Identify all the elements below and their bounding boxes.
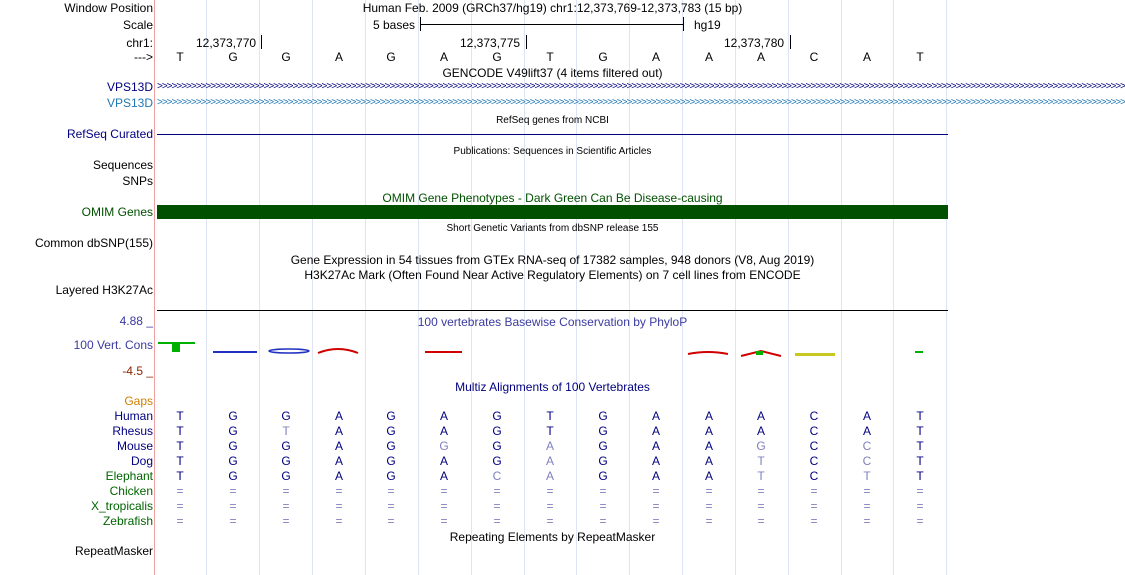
- alignment-base: =: [282, 499, 290, 513]
- scale-bar: [420, 17, 684, 31]
- position-text: Human Feb. 2009 (GRCh37/hg19) chr1:12,373,769-12,373,783 (15 bp): [362, 1, 743, 15]
- alignment-base: =: [229, 484, 237, 498]
- sequence-base: A: [651, 50, 660, 64]
- alignment-base: A: [334, 454, 343, 468]
- alignment-base: A: [545, 469, 554, 483]
- alignment-base: =: [863, 514, 871, 528]
- alignment-base: G: [492, 424, 502, 438]
- scale-text: 5 bases: [372, 18, 415, 32]
- omim-track-title[interactable]: OMIM Gene Phenotypes - Dark Green Can Be Disease-causing: [382, 191, 723, 205]
- alignment-base: =: [916, 514, 924, 528]
- assembly-label: hg19: [694, 18, 721, 32]
- cons-bar-9: [915, 351, 923, 353]
- alignment-base: G: [598, 439, 608, 453]
- alignment-base: =: [387, 484, 395, 498]
- alignment-base: G: [492, 409, 502, 423]
- refseq-label[interactable]: RefSeq Curated: [66, 127, 153, 141]
- alignment-base: A: [704, 454, 713, 468]
- alignment-base: G: [386, 424, 396, 438]
- alignment-base: =: [546, 484, 554, 498]
- alignment-base: C: [809, 409, 819, 423]
- conservation-min-label: -4.5 _: [122, 364, 153, 378]
- sequence-base: A: [704, 50, 713, 64]
- alignment-base: G: [439, 439, 449, 453]
- alignment-base: A: [439, 454, 448, 468]
- alignment-base: C: [862, 439, 872, 453]
- alignment-base: =: [335, 499, 343, 513]
- alignment-base: G: [386, 469, 396, 483]
- omim-gene-bar[interactable]: [157, 205, 948, 219]
- alignment-base: A: [334, 409, 343, 423]
- alignment-base: =: [916, 499, 924, 513]
- alignment-base: =: [229, 499, 237, 513]
- alignment-base: G: [756, 439, 766, 453]
- refseq-gene-line[interactable]: [157, 134, 948, 135]
- alignment-base: =: [335, 514, 343, 528]
- alignment-base: A: [756, 424, 765, 438]
- alignment-base: G: [228, 439, 238, 453]
- alignment-base: A: [439, 469, 448, 483]
- cons-bar-8: [795, 353, 835, 356]
- multiz-track-title[interactable]: Multiz Alignments of 100 Vertebrates: [455, 380, 650, 394]
- alignment-base: =: [335, 484, 343, 498]
- species-label[interactable]: Dog: [130, 454, 153, 468]
- gtex-track-title[interactable]: Gene Expression in 54 tissues from GTEx RNA-seq of 17382 samples, 948 donors (V8, Aug 2019): [290, 253, 815, 267]
- alignment-base: G: [386, 439, 396, 453]
- alignment-base: A: [439, 409, 448, 423]
- h3k27ac-track-title[interactable]: H3K27Ac Mark (Often Found Near Active Regulatory Elements) on 7 cell lines from ENCODE: [304, 268, 801, 282]
- alignment-base: A: [756, 409, 765, 423]
- alignment-base: A: [704, 424, 713, 438]
- alignment-base: A: [862, 424, 871, 438]
- conservation-wiggle[interactable]: [155, 335, 950, 365]
- alignment-base: T: [757, 454, 765, 468]
- alignment-base: G: [228, 424, 238, 438]
- sequence-base: C: [809, 50, 819, 64]
- alignment-base: A: [651, 454, 660, 468]
- alignment-base: C: [809, 469, 819, 483]
- alignment-base: G: [492, 454, 502, 468]
- alignment-base: G: [228, 469, 238, 483]
- alignment-base: =: [493, 484, 501, 498]
- alignment-base: G: [598, 454, 608, 468]
- gene-track-vps13d-2[interactable]: >>>>>>>>>>>>>>>>>>>>>>>>>>>>>>>>>>>>>>>>>>>>>>>>>>>>>>>>>>>>>>>>>>>>>>>>>>>>>>>>>>>>>>>>>>>>>>>>>>>>>>>>>>>>>>>>>>>>>>>>>>>>>>>>>>>>>>>>>>>>>>>>>>>>>>>>>>>>>>>>>>>>>>>>>>>>>>>>>>>>>>>>>>>>>>>>>>>>>>>>: [157, 97, 1125, 108]
- species-label[interactable]: Rhesus: [112, 424, 153, 438]
- alignment-base: =: [916, 484, 924, 498]
- dbsnp-track-title[interactable]: Short Genetic Variants from dbSNP release 155: [446, 223, 659, 234]
- alignment-base: =: [863, 499, 871, 513]
- h3k27ac-label[interactable]: Layered H3K27Ac: [55, 283, 153, 297]
- alignment-base: A: [334, 469, 343, 483]
- sequence-base: G: [386, 50, 396, 64]
- alignment-base: T: [176, 439, 184, 453]
- omim-label[interactable]: OMIM Genes: [81, 205, 153, 219]
- dbsnp-label[interactable]: Common dbSNP(155): [34, 236, 153, 250]
- sequence-base: A: [756, 50, 765, 64]
- alignment-base: A: [439, 424, 448, 438]
- sequence-base: G: [281, 50, 291, 64]
- gencode-track-title[interactable]: GENCODE V49lift37 (4 items filtered out): [442, 66, 663, 80]
- alignment-base: T: [176, 454, 184, 468]
- cons-bar-2: [213, 351, 257, 353]
- alignment-base: =: [599, 499, 607, 513]
- alignment-base: T: [546, 409, 554, 423]
- alignment-base: A: [651, 409, 660, 423]
- alignment-base: =: [652, 499, 660, 513]
- alignment-base: G: [598, 424, 608, 438]
- sequence-base: G: [492, 50, 502, 64]
- alignment-base: G: [281, 454, 291, 468]
- gaps-label[interactable]: Gaps: [124, 394, 153, 408]
- alignment-base: T: [546, 424, 554, 438]
- cons-bar-4: [318, 349, 358, 353]
- alignment-base: =: [387, 514, 395, 528]
- coord-2: 12,373,775: [460, 36, 521, 50]
- alignment-base: G: [281, 469, 291, 483]
- sequence-base: T: [546, 50, 554, 64]
- alignment-base: G: [598, 469, 608, 483]
- alignment-base: =: [705, 484, 713, 498]
- gene-label-vps13d-1[interactable]: VPS13D: [106, 80, 153, 94]
- alignment-base: T: [176, 409, 184, 423]
- alignment-base: =: [546, 514, 554, 528]
- strand-label: --->: [134, 50, 153, 64]
- alignment-base: C: [809, 439, 819, 453]
- species-label[interactable]: Human: [114, 409, 153, 423]
- sequence-base: G: [598, 50, 608, 64]
- cons-bar-6: [688, 352, 728, 354]
- coord-1: 12,373,770: [196, 36, 257, 50]
- alignment-base: =: [229, 514, 237, 528]
- alignment-base: =: [440, 499, 448, 513]
- alignment-base: =: [652, 514, 660, 528]
- coord-3-tick: [790, 35, 791, 49]
- alignment-base: =: [440, 484, 448, 498]
- repeatmasker-label[interactable]: RepeatMasker: [74, 544, 153, 558]
- conservation-label[interactable]: 100 Vert. Cons: [73, 338, 153, 352]
- alignment-base: =: [757, 484, 765, 498]
- sequence-base: G: [228, 50, 238, 64]
- sequence-base: A: [439, 50, 448, 64]
- refseq-track-title[interactable]: RefSeq genes from NCBI: [496, 115, 609, 126]
- alignment-base: =: [757, 514, 765, 528]
- cons-bar-3: [269, 349, 309, 353]
- alignment-base: =: [546, 499, 554, 513]
- sequences-label[interactable]: Sequences: [92, 158, 153, 172]
- alignment-base: =: [863, 484, 871, 498]
- alignment-base: T: [757, 469, 765, 483]
- alignment-base: A: [545, 454, 554, 468]
- alignment-base: A: [651, 439, 660, 453]
- alignment-base: T: [916, 409, 924, 423]
- alignment-base: T: [863, 469, 871, 483]
- coord-1-tick: [261, 35, 262, 49]
- alignment-base: =: [387, 499, 395, 513]
- alignment-base: T: [282, 424, 290, 438]
- alignment-base: =: [282, 484, 290, 498]
- alignment-base: =: [176, 514, 184, 528]
- repeat-track-title[interactable]: Repeating Elements by RepeatMasker: [449, 530, 656, 544]
- alignment-base: T: [916, 424, 924, 438]
- alignment-base: =: [810, 514, 818, 528]
- alignment-base: T: [916, 454, 924, 468]
- pubs-track-title[interactable]: Publications: Sequences in Scientific Articles: [453, 146, 652, 157]
- alignment-base: T: [916, 439, 924, 453]
- species-label[interactable]: X_tropicalis: [90, 499, 153, 513]
- alignment-base: G: [228, 409, 238, 423]
- alignment-base: A: [651, 424, 660, 438]
- species-label[interactable]: Mouse: [116, 439, 153, 453]
- alignment-base: =: [810, 484, 818, 498]
- gene-track-vps13d-1[interactable]: >>>>>>>>>>>>>>>>>>>>>>>>>>>>>>>>>>>>>>>>>>>>>>>>>>>>>>>>>>>>>>>>>>>>>>>>>>>>>>>>>>>>>>>>>>>>>>>>>>>>>>>>>>>>>>>>>>>>>>>>>>>>>>>>>>>>>>>>>>>>>>>>>>>>>>>>>>>>>>>>>>>>>>>>>>>>>>>>>>>>>>>>>>>>>>>>>>>>>>>>: [157, 81, 1125, 92]
- alignment-base: =: [599, 514, 607, 528]
- alignment-base: =: [282, 514, 290, 528]
- alignment-base: G: [228, 454, 238, 468]
- alignment-base: C: [862, 454, 872, 468]
- alignment-base: A: [704, 469, 713, 483]
- alignment-base: A: [334, 439, 343, 453]
- alignment-base: G: [386, 409, 396, 423]
- alignment-base: C: [492, 469, 502, 483]
- species-label[interactable]: Elephant: [105, 469, 153, 483]
- alignment-base: T: [176, 469, 184, 483]
- sequence-base: A: [862, 50, 871, 64]
- alignment-base: G: [281, 409, 291, 423]
- cons-bar-7b: [756, 351, 763, 355]
- alignment-base: G: [492, 439, 502, 453]
- chrom-label: chr1:: [126, 36, 153, 50]
- alignment-base: =: [757, 499, 765, 513]
- alignment-base: C: [809, 454, 819, 468]
- alignment-base: G: [598, 409, 608, 423]
- alignment-base: G: [386, 454, 396, 468]
- alignment-base: G: [281, 439, 291, 453]
- sequence-base: A: [334, 50, 343, 64]
- alignment-base: A: [862, 409, 871, 423]
- gene-label-vps13d-2[interactable]: VPS13D: [106, 96, 153, 110]
- species-label[interactable]: Chicken: [109, 484, 153, 498]
- alignment-base: =: [652, 484, 660, 498]
- cons-bar-1b: [172, 342, 180, 352]
- alignment-base: =: [599, 484, 607, 498]
- cons-bar-5: [425, 351, 462, 353]
- scale-label: Scale: [122, 18, 153, 32]
- alignment-base: T: [916, 469, 924, 483]
- sequence-base: T: [916, 50, 924, 64]
- alignment-base: A: [704, 439, 713, 453]
- alignment-base: A: [545, 439, 554, 453]
- alignment-base: =: [705, 514, 713, 528]
- snps-label[interactable]: SNPs: [122, 174, 153, 188]
- alignment-base: =: [176, 484, 184, 498]
- coord-2-tick: [526, 35, 527, 49]
- alignment-base: =: [440, 514, 448, 528]
- alignment-base: =: [810, 499, 818, 513]
- alignment-base: C: [809, 424, 819, 438]
- h3k27ac-baseline: [157, 310, 948, 311]
- alignment-base: =: [176, 499, 184, 513]
- conservation-max-label: 4.88 _: [119, 314, 153, 328]
- sidebar-divider: [154, 0, 155, 575]
- alignment-base: T: [176, 424, 184, 438]
- alignment-base: A: [651, 469, 660, 483]
- window-position-label: Window Position: [64, 1, 153, 15]
- alignment-base: =: [705, 499, 713, 513]
- alignment-base: A: [704, 409, 713, 423]
- alignment-base: A: [334, 424, 343, 438]
- sequence-base: T: [176, 50, 184, 64]
- alignment-base: =: [493, 499, 501, 513]
- species-label[interactable]: Zebrafish: [102, 514, 153, 528]
- coord-3: 12,373,780: [724, 36, 785, 50]
- conservation-track-title[interactable]: 100 vertebrates Basewise Conservation by PhyloP: [417, 315, 688, 329]
- alignment-base: =: [493, 514, 501, 528]
